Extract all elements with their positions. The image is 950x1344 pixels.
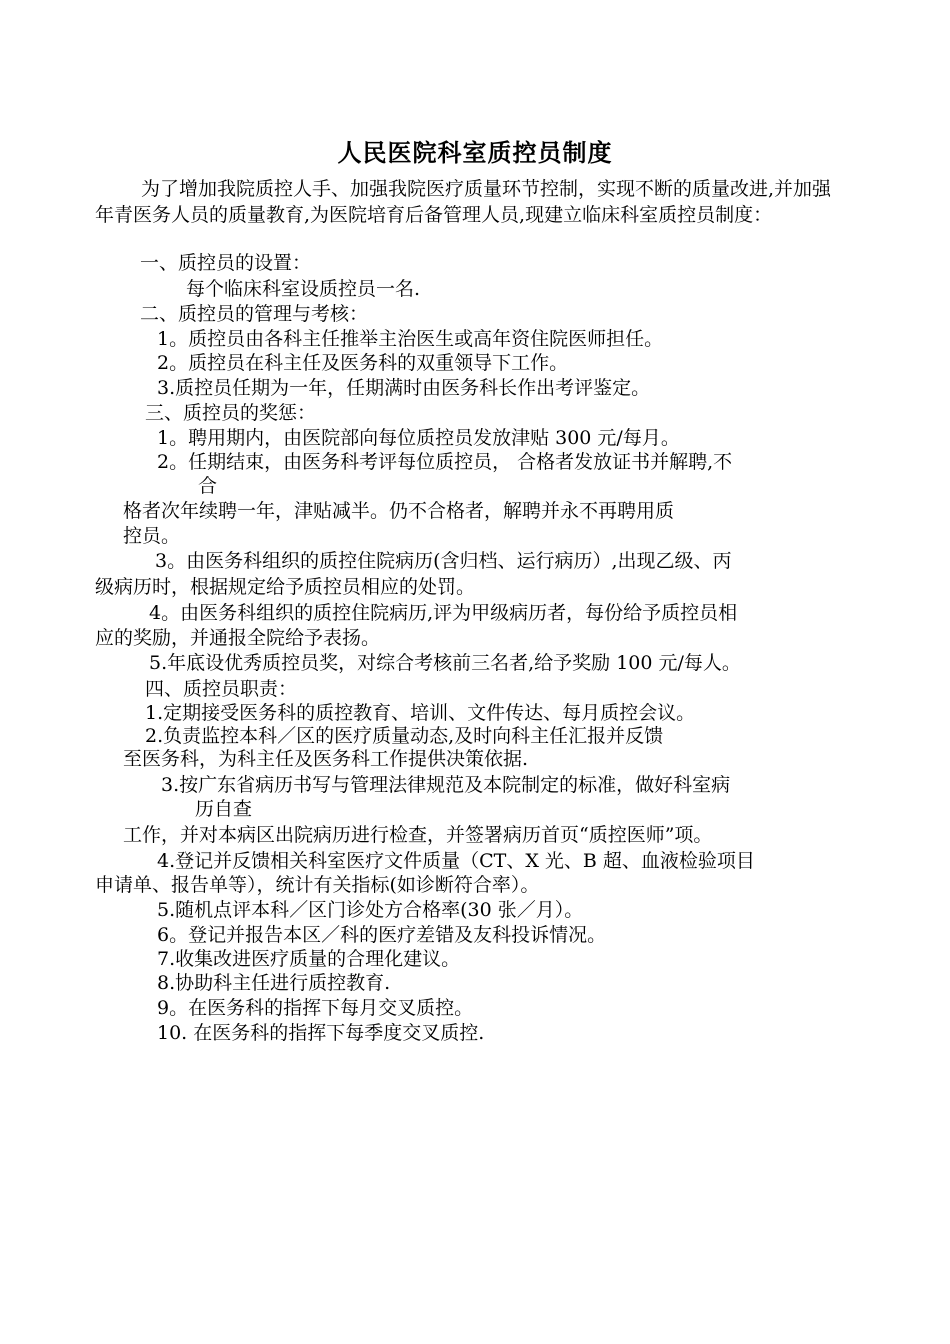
section-3-item-2-line-3: 格者次年续聘一年，津贴减半。仍不合格者，解聘并永不再聘用质	[123, 500, 675, 522]
section-4-item-2-line-1: 2.负责监控本科／区的医疗质量动态,及时向科主任汇报并反馈	[145, 725, 664, 747]
section-4-item-8: 8.协助科主任进行质控教育.	[157, 972, 391, 994]
section-2-item-2: 2。质控员在科主任及医务科的双重领导下工作。	[157, 352, 569, 374]
section-4-item-4-line-1: 4.登记并反馈相关科室医疗文件质量（CT、X 光、B 超、血液检验项目	[157, 850, 755, 872]
section-4-item-3-line-2: 历自查	[195, 798, 253, 820]
section-4-item-10: 10. 在医务科的指挥下每季度交叉质控.	[157, 1022, 485, 1044]
section-4-item-5: 5.随机点评本科／区门诊处方合格率(30 张／月）。	[157, 899, 584, 921]
section-3-item-1: 1。聘用期内，由医院部向每位质控员发放津贴 300 元/每月。	[157, 427, 680, 449]
section-4-item-9: 9。在医务科的指挥下每月交叉质控。	[157, 997, 474, 1019]
section-4-item-3-line-3: 工作，并对本病区出院病历进行检查，并签署病历首页“质控医师”项。	[123, 824, 713, 846]
intro-paragraph: 为了增加我院质控人手、加强我院医疗质量环节控制，实现不断的质量改进,并加强年青医务人员的质量教育,为医院培育后备管理人员,现建立临床科室质控员制度：	[95, 178, 832, 226]
section-4-item-7: 7.收集改进医疗质量的合理化建议。	[157, 948, 461, 970]
section-3-item-3-line-1: 3。由医务科组织的质控住院病历(含归档、运行病历）,出现乙级、丙	[155, 550, 732, 572]
section-4-item-3-line-1: 3.按广东省病历书写与管理法律规范及本院制定的标准，做好科室病	[161, 774, 731, 796]
section-3-item-2-line-4: 控员。	[123, 525, 181, 547]
section-4-item-6: 6。登记并报告本区／科的医疗差错及友科投诉情况。	[157, 924, 607, 946]
section-4-item-1: 1.定期接受医务科的质控教育、培训、文件传达、每月质控会议。	[145, 702, 696, 724]
section-4-item-2-line-2: 至医务科，为科主任及医务科工作提供决策依据.	[123, 748, 529, 770]
section-1-item: 每个临床科室设质控员一名.	[186, 278, 421, 300]
document-title: 人民医院科室质控员制度	[337, 139, 613, 167]
section-4-item-4-line-2: 申请单、报告单等），统计有关指标(如诊断符合率）。	[95, 874, 540, 896]
section-3-heading: 三、质控员的奖惩：	[145, 402, 317, 424]
section-4-heading: 四、质控员职责：	[145, 678, 298, 700]
section-1-heading: 一、质控员的设置：	[140, 252, 312, 274]
section-3-item-2-line-2: 合	[198, 475, 218, 497]
section-2-item-1: 1。质控员由各科主任推举主治医生或高年资住院医师担任。	[157, 328, 664, 350]
section-3-item-2-line-1: 2。任期结束，由医务科考评每位质控员， 合格者发放证书并解聘,不	[157, 451, 733, 473]
section-3-item-4-line-1: 4。由医务科组织的质控住院病历,评为甲级病历者，每份给予质控员相	[149, 602, 738, 624]
section-3-item-4-line-2: 应的奖励，并通报全院给予表扬。	[95, 627, 381, 649]
section-2-item-3: 3.质控员任期为一年，任期满时由医务科长作出考评鉴定。	[157, 377, 651, 399]
section-3-item-5: 5.年底设优秀质控员奖，对综合考核前三名者,给予奖励 100 元/每人。	[149, 652, 741, 674]
section-2-heading: 二、质控员的管理与考核：	[140, 303, 369, 325]
section-3-item-3-line-2: 级病历时，根据规定给予质控员相应的处罚。	[95, 576, 476, 598]
